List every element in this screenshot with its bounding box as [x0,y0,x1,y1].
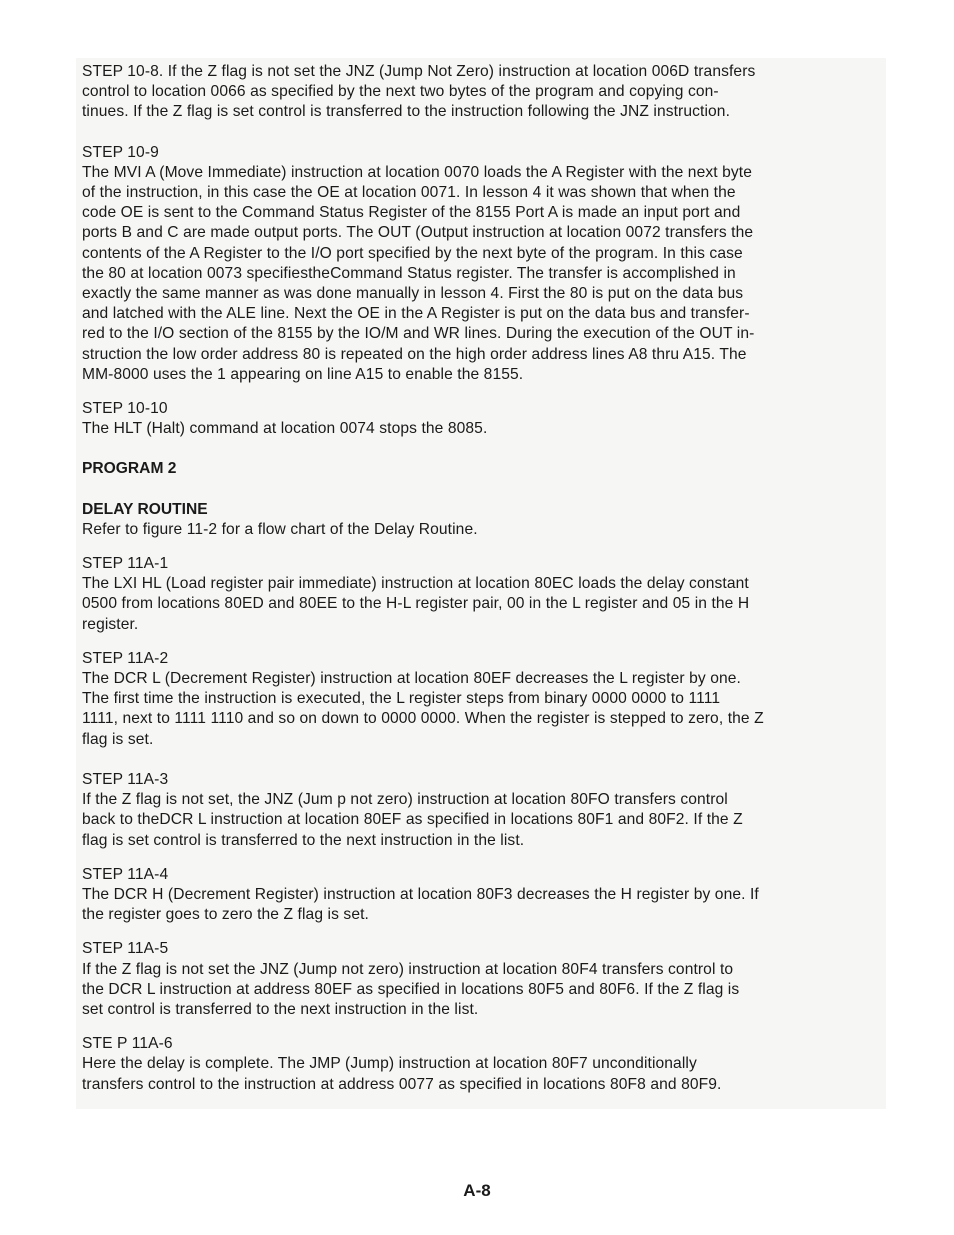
text-line: and latched with the ALE line. Next the OE in the A Register is put on the data bus and transfer- [82,305,750,323]
text-line: The first time the instruction is executed, the L register steps from binary 0000 0000 to 1111 [82,690,721,708]
text-line: of the instruction, in this case the OE at location 0071. In lesson 4 it was shown that when the [82,184,736,202]
text-line: the 80 at location 0073 specifiestheCommand Status register. The transfer is accomplished in [82,264,736,282]
step-11a-3 [82,770,878,851]
section-heading: DELAY ROUTINE [82,500,208,518]
program-2-section [82,459,878,479]
text-line: 1111, next to 1111 1110 and so on down to 0000 0000. When the register is stepped to zero, the Z [82,710,764,728]
text-line: transfers control to the instruction at address 0077 as specified in locations 80F8 and 80F9. [82,1075,722,1093]
step-title: STEP 10-10 [82,400,168,418]
text-line: The MVI A (Move Immediate) instruction at location 0070 loads the A Register with the next byte [82,163,752,181]
step-title: STEP 10-9 [82,143,159,161]
page-number: A-8 [463,1181,491,1200]
text-line: the DCR L instruction at address 80EF as specified in locations 80F5 and 80F6. If the Z flag is [82,980,740,998]
step-title: STEP 11A-4 [82,865,169,883]
text-line: exactly the same manner as was done manually in lesson 4. First the 80 is put on the data bus [82,285,744,303]
step-title: STEP 11A-1 [82,555,169,573]
text-line: ports B and C are made output ports. The OUT (Output instruction at location 0072 transfers the [82,224,754,242]
text-line: tinues. If the Z flag is set control is transferred to the instruction following the JNZ instruction. [82,103,730,121]
text-line: struction the low order address 80 is repeated on the high order address lines A8 thru A15. The [82,345,747,363]
text-line: Here the delay is complete. The JMP (Jump) instruction at location 80F7 unconditionally [82,1055,697,1073]
text-line: Refer to figure 11-2 for a flow chart of the Delay Routine. [82,520,478,538]
step-11a-5 [82,939,878,1020]
step-11a-2 [82,649,878,750]
text-line: The DCR H (Decrement Register) instruction at location 80F3 decreases the H register by one. If [82,885,759,903]
text-line: STEP 10-8. If the Z flag is not set the JNZ (Jump Not Zero) instruction at location 006D transfers [82,63,756,80]
text-line: set control is transferred to the next instruction in the list. [82,1000,479,1018]
step-10-9 [82,143,878,385]
step-title: STE P 11A-6 [82,1035,173,1053]
page-body [76,58,886,1109]
text-line: If the Z flag is not set the JNZ (Jump not zero) instruction at location 80F4 transfers control to [82,960,734,978]
text-line: If the Z flag is not set, the JNZ (Jum p not zero) instruction at location 80FO transfers control [82,791,728,809]
text-line: The HLT (Halt) command at location 0074 stops the 8085. [82,420,488,438]
step-10-8 [82,62,878,123]
text-line: flag is set. [82,730,154,748]
delay-routine-section [82,500,878,540]
step-11a-4 [82,865,878,926]
text-line: The LXI HL (Load register pair immediate) instruction at location 80EC loads the delay constant [82,575,749,593]
text-line: code OE is sent to the Command Status Register of the 8155 Port A is made an input port and [82,204,741,222]
text-line: back to theDCR L instruction at location 80EF as specified in locations 80F1 and 80F2. If the Z [82,811,743,829]
step-title: STEP 11A-2 [82,649,169,667]
text-line: MM-8000 uses the 1 appearing on line A15 to enable the 8155. [82,365,524,383]
step-11a-1 [82,554,878,635]
text-line: flag is set control is transferred to the next instruction in the list. [82,831,525,849]
text-line: 0500 from locations 80ED and 80EE to the H-L register pair, 00 in the L register and 05 in the H [82,595,750,613]
text-line: contents of the A Register to the I/O port specified by the next byte of the program. In this case [82,244,743,262]
step-11a-6 [82,1034,878,1095]
text-line: The DCR L (Decrement Register) instruction at location 80EF decreases the L register by one. [82,670,741,688]
step-title: STEP 11A-5 [82,940,169,958]
text-line: control to location 0066 as specified by the next two bytes of the program and copying con- [82,83,719,101]
step-10-10 [82,399,878,439]
text-line: the register goes to zero the Z flag is set. [82,906,369,924]
text-line: red to the I/O section of the 8155 by the IO/M and WR lines. During the execution of the OUT in- [82,325,755,343]
step-title: STEP 11A-3 [82,770,169,788]
section-heading: PROGRAM 2 [82,460,177,478]
text-line: register. [82,615,139,633]
